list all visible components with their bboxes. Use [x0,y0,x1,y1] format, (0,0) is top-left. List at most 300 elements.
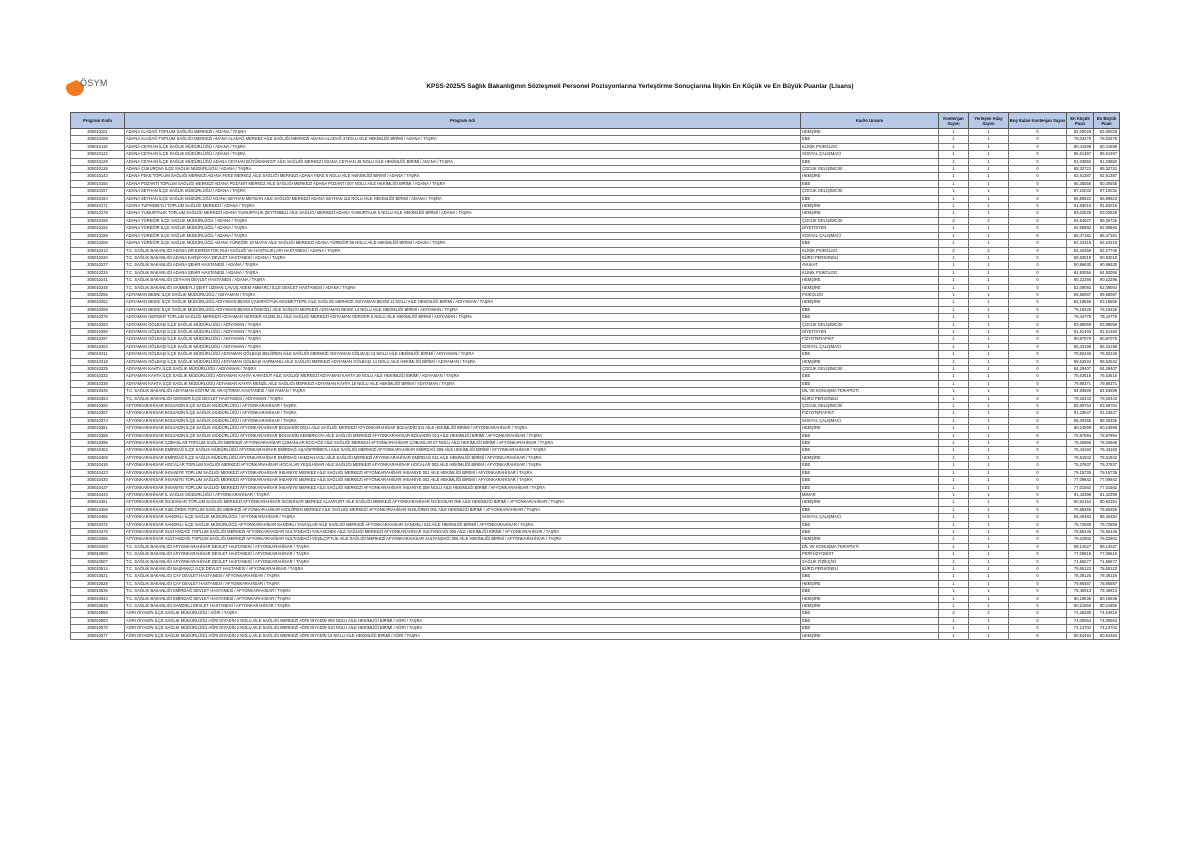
cell-bos-kalan: 0 [1009,447,1067,454]
table-row [71,380,1120,387]
cell-kontenjan: 1 [939,158,969,165]
cell-program-code: 305010437 [71,484,125,491]
cell-yerlesen: 1 [969,343,1009,350]
cell-kontenjan: 1 [939,462,969,469]
cell-program-code: 305010346 [71,388,125,395]
cell-kadro-unvani: FİZYOTERAPİST [801,410,939,417]
cell-program-code: 305010514 [71,565,125,572]
cell-bos-kalan: 0 [1009,166,1067,173]
table-row [71,284,1120,291]
cell-en-buyuk-puan: 82,00028 [1094,129,1120,136]
table-row [71,158,1120,165]
cell-en-kucuk-puan: 80,62154 [1067,499,1094,506]
cell-kontenjan: 1 [939,432,969,439]
cell-yerlesen: 1 [969,262,1009,269]
cell-en-buyuk-puan: 71,56677 [1094,558,1120,565]
cell-kontenjan: 1 [939,395,969,402]
cell-program-code: 305010430 [71,477,125,484]
table-row [71,573,1120,580]
cell-program-name: ADANA SEYHAN İLÇE SAĞLIK MÜDÜRLÜĞÜ ADANA SEYHAN MEYDAN AİLE SAĞLIĞI MERKEZİ ADANA SEYHAN 115 NOLU AİLE HEKİMLİĞİ BİRİMİ / ADANA / TAŞRA [125,195,801,202]
table-row [71,321,1120,328]
cell-en-kucuk-puan: 75,55446 [1067,528,1094,535]
cell-bos-kalan: 0 [1009,632,1067,639]
cell-en-buyuk-puan: 80,35555 [1094,180,1120,187]
cell-kadro-unvani: EBE [801,573,939,580]
cell-kontenjan: 1 [939,617,969,624]
cell-program-name: ADANA ALADAĞ TOPLUM SAĞLIĞI MERKEZİ ADANA ALADAĞ MERKEZ AİLE SAĞLIĞI MERKEZİ ADANA ALADAĞ 3 NOLU AİLE HEKİMLİĞİ BİRİMİ / ADANA / TAŞRA [125,136,801,143]
cell-bos-kalan: 0 [1009,188,1067,195]
cell-kontenjan: 1 [939,291,969,298]
cell-program-name: ADANA TUFANBEYLİ TOPLUM SAĞLIĞI MERKEZİ / ADANA / TAŞRA [125,203,801,210]
cell-yerlesen: 1 [969,491,1009,498]
cell-en-buyuk-puan: 80,54484 [1094,632,1120,639]
table-row [71,166,1120,173]
cell-program-code: 305010269 [71,306,125,313]
cell-kadro-unvani: FİZYOTERAPİST [801,336,939,343]
cell-bos-kalan: 0 [1009,514,1067,521]
cell-kontenjan: 1 [939,477,969,484]
cell-kadro-unvani: ÇOCUK GELİŞİMCİSİ [801,321,939,328]
cell-bos-kalan: 0 [1009,477,1067,484]
cell-program-code: 305010367 [71,410,125,417]
column-header-kontenjan: Kontenjan Sayısı [939,113,969,129]
table-row [71,543,1120,550]
table-row [71,262,1120,269]
cell-yerlesen: 1 [969,469,1009,476]
cell-kadro-unvani: EBE [801,373,939,380]
cell-kontenjan: 1 [939,565,969,572]
table-row [71,366,1120,373]
cell-program-code: 305010528 [71,580,125,587]
cell-program-code: 305010297 [71,336,125,343]
cell-program-name: AFYONKARAHİSAR ÇOBANLAR TOPLUM SAĞLIĞI MERKEZİ AFYONKARAHİSAR ÇOBANLAR KOCAÖZ AİLE SAĞLIĞI MERKEZİ AFYONKARAHİSAR ÇOBANLAR 07 NOLU AİLE HEKİMLİĞİ BİRİMİ / AFYONKARAHİSAR / TAŞRA [125,440,801,447]
cell-en-kucuk-puan: 80,21856 [1067,603,1094,610]
cell-en-kucuk-puan: 71,56677 [1067,558,1094,565]
table-row [71,151,1120,158]
cell-yerlesen: 1 [969,180,1009,187]
cell-kontenjan: 1 [939,417,969,424]
cell-bos-kalan: 0 [1009,306,1067,313]
cell-yerlesen: 1 [969,143,1009,150]
cell-bos-kalan: 0 [1009,299,1067,306]
cell-bos-kalan: 0 [1009,173,1067,180]
cell-yerlesen: 1 [969,506,1009,513]
table-row [71,173,1120,180]
cell-en-kucuk-puan: 89,14027 [1067,543,1094,550]
cell-kontenjan: 1 [939,284,969,291]
cell-program-name: ADANA CEYHAN İLÇE SAĞLIK MÜDÜRLÜĞÜ ADANA CEYHAN BÜYÜKMANGIT AİLE SAĞLIĞI MERKEZİ ADANA CEYHAN 46 NOLU AİLE HEKİMLİĞİ BİRİMİ / ADANA / TAŞRA [125,158,801,165]
table-row [71,358,1120,365]
cell-en-kucuk-puan: 78,95587 [1067,580,1094,587]
cell-kontenjan: 1 [939,240,969,247]
cell-program-code: 305010556 [71,610,125,617]
cell-bos-kalan: 0 [1009,328,1067,335]
table-row [71,610,1120,617]
cell-bos-kalan: 0 [1009,595,1067,602]
osym-logo [66,76,126,98]
cell-program-code: 305010486 [71,536,125,543]
cell-kadro-unvani: EBE [801,158,939,165]
cell-program-name: T.C. SAĞLIK BAKANLIĞI ADANA ŞEHİR HASTANESİ / ADANA / TAŞRA [125,262,801,269]
cell-program-code: 305010311 [71,351,125,358]
cell-yerlesen: 1 [969,299,1009,306]
cell-program-name: ADIYAMAN KAHTA İLÇE SAĞLIK MÜDÜRLÜĞÜ ADIYAMAN KAHTA MENZİL AİLE SAĞLIĞI MERKEZİ ADIYAMAN KAHTA 18 NOLU AİLE HEKİMLİĞİ BİRİMİ / ADIYAMAN / TAŞRA [125,380,801,387]
cell-program-code: 305010500 [71,551,125,558]
cell-kadro-unvani: HEMŞİRE [801,173,939,180]
cell-yerlesen: 2 [969,610,1009,617]
cell-yerlesen: 1 [969,447,1009,454]
cell-en-kucuk-puan: 80,35555 [1067,180,1094,187]
cell-program-name: ADANA YUMURTALIK TOPLUM SAĞLIĞI MERKEZİ ADANA YUMURTALIK ZEYTİNBELİ AİLE SAĞLIĞI MERKEZİ ADANA YUMURTALIK 5 NOLU AİLE HEKİMLİĞİ BİRİMİ / ADANA / TAŞRA [125,210,801,217]
cell-program-name: ADANA SEYHAN İLÇE SAĞLIK MÜDÜRLÜĞÜ / ADANA / TAŞRA [125,188,801,195]
cell-en-kucuk-puan: 77,06816 [1067,551,1094,558]
cell-program-name: T.C. SAĞLIK BAKANLIĞI ADANA DR.EKREM TOK RUH SAĞLIĞI VE HASTALIKLARI HASTANESİ / ADANA / TAŞRA [125,247,801,254]
cell-en-kucuk-puan: 79,20443 [1067,395,1094,402]
cell-bos-kalan: 0 [1009,565,1067,572]
cell-program-code: 305010150 [71,180,125,187]
cell-kadro-unvani: EBE [801,240,939,247]
cell-yerlesen: 1 [969,136,1009,143]
column-header-bos-kalan: Boş Kalan Kontenjan Sayısı [1009,113,1067,129]
table-row [71,203,1120,210]
cell-kadro-unvani: HEMŞİRE [801,358,939,365]
cell-bos-kalan: 0 [1009,432,1067,439]
cell-program-code: 305010451 [71,499,125,506]
cell-bos-kalan: 0 [1009,388,1067,395]
cell-en-buyuk-puan: 84,92056 [1094,269,1120,276]
cell-en-buyuk-puan: 90,96630 [1094,262,1120,269]
cell-yerlesen: 1 [969,410,1009,417]
table-row [71,477,1120,484]
cell-program-code: 305010472 [71,521,125,528]
table-row [71,521,1120,528]
cell-program-code: 305010542 [71,595,125,602]
cell-program-code: 305010388 [71,432,125,439]
cell-kadro-unvani: EBE [801,528,939,535]
cell-yerlesen: 1 [969,588,1009,595]
cell-bos-kalan: 0 [1009,558,1067,565]
cell-en-buyuk-puan: 80,24599 [1094,425,1120,432]
cell-program-name: ADIYAMAN GÖLBAŞI İLÇE SAĞLIK MÜDÜRLÜĞÜ / ADIYAMAN / TAŞRA [125,321,801,328]
cell-program-name: ADANA YÜREĞİR İLÇE SAĞLIK MÜDÜRLÜĞÜ ADANA YÜREĞİR 19 MAYIS AİLE SAĞLIĞI MERKEZİ ADANA YÜREĞİR 55 NOLU AİLE HEKİMLİĞİ BİRİMİ / ADANA / TAŞRA [125,240,801,247]
cell-bos-kalan: 0 [1009,491,1067,498]
cell-yerlesen: 1 [969,417,1009,424]
cell-bos-kalan: 0 [1009,240,1067,247]
cell-program-code: 305010374 [71,417,125,424]
cell-program-name: AFYONKARAHİSAR BOLVADİN İLÇE SAĞLIK MÜDÜRLÜĞÜ / AFYONKARAHİSAR / TAŞRA [125,417,801,424]
cell-en-buyuk-puan: 74,13702 [1094,625,1120,632]
cell-kadro-unvani: SOSYAL ÇALIŞMACI [801,417,939,424]
cell-program-code: 305010353 [71,395,125,402]
cell-bos-kalan: 0 [1009,225,1067,232]
cell-program-code: 305010570 [71,625,125,632]
page-title: KPSS-2025/5 Sağlık Bakanlığının Sözleşmeli Personel Pozisyonlarına Yerleştirme Sonuçlarına İlişkin En Küçük ve En Büyük Puanlar (Lisans) [426,83,854,90]
cell-program-code: 305010563 [71,617,125,624]
cell-kontenjan: 1 [939,447,969,454]
cell-en-buyuk-puan: 75,72569 [1094,521,1120,528]
cell-kadro-unvani: HEMŞİRE [801,203,939,210]
cell-bos-kalan: 0 [1009,380,1067,387]
cell-kontenjan: 1 [939,484,969,491]
cell-kontenjan: 1 [939,491,969,498]
table-row [71,388,1120,395]
cell-program-code: 305010178 [71,210,125,217]
cell-program-name: ADIYAMAN GERGER TOPLUM SAĞLIĞI MERKEZİ ADIYAMAN GERGER GÜZELSU AİLE SAĞLIĞI MERKEZİ ADIYAMAN GERGER 6 NOLU AİLE HEKİMLİĞİ BİRİMİ / ADIYAMAN / TAŞRA [125,314,801,321]
cell-program-name: T.C. SAĞLIK BAKANLIĞI ÇAY DEVLET HASTANESİ / AFYONKARAHİSAR / TAŞRA [125,580,801,587]
cell-en-buyuk-puan: 83,02529 [1094,210,1120,217]
cell-en-buyuk-puan: 82,61387 [1094,173,1120,180]
cell-bos-kalan: 0 [1009,284,1067,291]
cell-en-buyuk-puan: 77,09842 [1094,477,1120,484]
table-row [71,536,1120,543]
cell-kadro-unvani: ÇOCUK GELİŞİMCİSİ [801,366,939,373]
cell-bos-kalan: 0 [1009,543,1067,550]
cell-program-name: ADANA CEYHAN İLÇE SAĞLIK MÜDÜRLÜĞÜ / ADANA / TAŞRA [125,151,801,158]
cell-kontenjan: 1 [939,210,969,217]
cell-yerlesen: 1 [969,366,1009,373]
cell-bos-kalan: 0 [1009,373,1067,380]
cell-kadro-unvani: HEMŞİRE [801,603,939,610]
cell-bos-kalan: 0 [1009,136,1067,143]
cell-kontenjan: 1 [939,543,969,550]
cell-en-kucuk-puan: 78,61942 [1067,454,1094,461]
cell-en-kucuk-puan: 87,10032 [1067,188,1094,195]
cell-en-buyuk-puan: 75,37837 [1094,462,1120,469]
cell-kontenjan: 1 [939,425,969,432]
cell-program-code: 305010101 [71,129,125,136]
cell-kadro-unvani: ÇOCUK GELİŞİMCİSİ [801,403,939,410]
table-row [71,617,1120,624]
cell-kadro-unvani: EBE [801,314,939,321]
cell-en-buyuk-puan: 82,27749 [1094,247,1120,254]
cell-yerlesen: 1 [969,284,1009,291]
cell-yerlesen: 1 [969,291,1009,298]
cell-en-kucuk-puan: 82,61387 [1067,173,1094,180]
cell-en-kucuk-puan: 91,23547 [1067,410,1094,417]
cell-program-code: 305010402 [71,447,125,454]
cell-bos-kalan: 0 [1009,277,1067,284]
cell-program-code: 305010164 [71,195,125,202]
cell-yerlesen: 1 [969,528,1009,535]
cell-en-kucuk-puan: 76,53516 [1067,373,1094,380]
cell-program-code: 305010423 [71,469,125,476]
cell-kontenjan: 1 [939,358,969,365]
cell-bos-kalan: 0 [1009,588,1067,595]
cell-en-buyuk-puan: 85,06726 [1094,217,1120,224]
cell-bos-kalan: 0 [1009,610,1067,617]
cell-yerlesen: 1 [969,380,1009,387]
cell-program-name: T.C. SAĞLIK BAKANLIĞI EMİRDAĞ DEVLET HASTANESİ / AFYONKARAHİSAR / TAŞRA [125,588,801,595]
cell-kontenjan: 1 [939,151,969,158]
cell-bos-kalan: 0 [1009,484,1067,491]
cell-program-name: ADANA ÇUKUROVA İLÇE SAĞLIK MÜDÜRLÜĞÜ / ADANA / TAŞRA [125,166,801,173]
cell-yerlesen: 1 [969,632,1009,639]
cell-kontenjan: 2 [939,247,969,254]
cell-en-buyuk-puan: 75,97994 [1094,432,1120,439]
cell-en-buyuk-puan: 76,19425 [1094,306,1120,313]
cell-en-kucuk-puan: 89,58087 [1067,291,1094,298]
cell-kadro-unvani: EBE [801,180,939,187]
cell-en-kucuk-puan: 90,96630 [1067,262,1094,269]
cell-kontenjan: 1 [939,254,969,261]
cell-program-code: 305010108 [71,136,125,143]
cell-en-buyuk-puan: 90,22296 [1094,277,1120,284]
cell-program-name: T.C. SAĞLIK BAKANLIĞI ADIYAMAN EĞİTİM VE ARAŞTIRMA HASTANESİ / ADIYAMAN / TAŞRA [125,388,801,395]
cell-program-code: 305010122 [71,151,125,158]
cell-yerlesen: 1 [969,499,1009,506]
cell-kadro-unvani: HEMŞİRE [801,425,939,432]
cell-yerlesen: 1 [969,432,1009,439]
cell-yerlesen: 1 [969,158,1009,165]
cell-yerlesen: 1 [969,129,1009,136]
cell-kontenjan: 1 [939,499,969,506]
cell-yerlesen: 1 [969,484,1009,491]
cell-kontenjan: 1 [939,440,969,447]
cell-en-kucuk-puan: 75,43160 [1067,447,1094,454]
table-row [71,129,1120,136]
cell-yerlesen: 1 [969,151,1009,158]
table-row [71,551,1120,558]
cell-kadro-unvani: ÇOCUK GELİŞİMCİSİ [801,217,939,224]
cell-program-name: ADIYAMAN BESNİ İLÇE SAĞLIK MÜDÜRLÜĞÜ / ADIYAMAN / TAŞRA [125,291,801,298]
cell-en-buyuk-puan: 84,93589 [1094,388,1120,395]
cell-bos-kalan: 0 [1009,158,1067,165]
cell-yerlesen: 1 [969,558,1009,565]
table-row [71,328,1120,335]
cell-kadro-unvani: EBE [801,506,939,513]
cell-en-kucuk-puan: 85,61397 [1067,151,1094,158]
cell-kadro-unvani: ÇOCUK GELİŞİMCİSİ [801,188,939,195]
table-row [71,632,1120,639]
cell-bos-kalan: 0 [1009,403,1067,410]
table-row [71,588,1120,595]
cell-en-kucuk-puan: 82,00028 [1067,129,1094,136]
cell-en-buyuk-puan: 79,22902 [1094,536,1120,543]
cell-yerlesen: 1 [969,314,1009,321]
table-row [71,254,1120,261]
cell-program-name: ADIYAMAN GÖLBAŞI İLÇE SAĞLIK MÜDÜRLÜĞÜ / ADIYAMAN / TAŞRA [125,336,801,343]
cell-program-code: 305010444 [71,491,125,498]
cell-bos-kalan: 0 [1009,625,1067,632]
cell-bos-kalan: 0 [1009,343,1067,350]
cell-yerlesen: 1 [969,336,1009,343]
cell-en-buyuk-puan: 91,42399 [1094,491,1120,498]
cell-kadro-unvani: DİYETİSYEN [801,225,939,232]
cell-program-code: 305010318 [71,358,125,365]
cell-kontenjan: 2 [939,610,969,617]
cell-en-buyuk-puan: 78,95587 [1094,580,1120,587]
cell-en-buyuk-puan: 90,87079 [1094,336,1120,343]
cell-program-name: AFYONKARAHİSAR İHSANİYE TOPLUM SAĞLIĞI MERKEZİ AFYONKARAHİSAR İHSANİYE MERKEZ AİLE SAĞLIĞI MERKEZİ AFYONKARAHİSAR İHSANİYE 002 AİLE HEKİMLİĞİ BİRİMİ / AFYONKARAHİSAR / TAŞRA [125,477,801,484]
cell-en-kucuk-puan: 85,89922 [1067,195,1094,202]
table-row [71,395,1120,402]
cell-en-buyuk-puan: 80,41599 [1094,143,1120,150]
table-row [71,269,1120,276]
cell-kontenjan: 1 [939,225,969,232]
cell-en-kucuk-puan: 78,65123 [1067,565,1094,572]
cell-program-name: ADIYAMAN BESNİ İLÇE SAĞLIK MÜDÜRLÜĞÜ ADIYAMAN BESNİ KÖSECELİ AİLE SAĞLIĞI MERKEZİ ADIYAMAN BESNİ 14 NOLU AİLE HEKİMLİĞİ BİRİMİ / ADIYAMAN / TAŞRA [125,306,801,313]
cell-kontenjan: 1 [939,277,969,284]
cell-yerlesen: 1 [969,603,1009,610]
cell-kontenjan: 1 [939,469,969,476]
cell-en-kucuk-puan: 83,18565 [1067,299,1094,306]
cell-bos-kalan: 0 [1009,129,1067,136]
cell-program-code: 305010276 [71,314,125,321]
cell-program-code: 305010577 [71,632,125,639]
cell-program-code: 305010157 [71,188,125,195]
cell-kontenjan: 1 [939,136,969,143]
cell-kontenjan: 1 [939,595,969,602]
cell-en-buyuk-puan: 87,10032 [1094,188,1120,195]
cell-bos-kalan: 0 [1009,143,1067,150]
cell-kadro-unvani: MİMAR [801,491,939,498]
cell-bos-kalan: 0 [1009,580,1067,587]
table-row [71,499,1120,506]
cell-kontenjan: 1 [939,299,969,306]
cell-en-kucuk-puan: 75,37837 [1067,462,1094,469]
cell-kontenjan: 1 [939,180,969,187]
cell-bos-kalan: 0 [1009,232,1067,239]
cell-en-buyuk-puan: 79,16735 [1094,469,1120,476]
cell-en-buyuk-puan: 80,62154 [1094,499,1120,506]
cell-kadro-unvani: DİL VE KONUŞMA TERAPİSTİ [801,543,939,550]
cell-program-name: AFYONKARAHİSAR İSCEHİSAR TOPLUM SAĞLIĞI MERKEZİ AFYONKARAHİSAR İSCEHİSAR MERKEZ ALANYURT AİLE SAĞLIĞI MERKEZİ AFYONKARAHİSAR İSCEHİSAR 006 AİLE HEKİMLİĞİ BİRİMİ / AFYONKARAHİSAR / TAŞRA [125,499,801,506]
column-header-en-kucuk-puan: En Küçük Puan [1067,113,1094,129]
cell-en-buyuk-puan: 82,23318 [1094,240,1120,247]
cell-program-code: 305010521 [71,573,125,580]
cell-bos-kalan: 0 [1009,454,1067,461]
cell-yerlesen: 1 [969,210,1009,217]
cell-en-kucuk-puan: 86,47181 [1067,232,1094,239]
cell-kontenjan: 1 [939,506,969,513]
cell-en-kucuk-puan: 84,29407 [1067,366,1094,373]
cell-yerlesen: 1 [969,188,1009,195]
cell-kontenjan: 1 [939,625,969,632]
cell-kadro-unvani: EBE [801,588,939,595]
cell-bos-kalan: 0 [1009,417,1067,424]
cell-program-name: AFYONKARAHİSAR SANDIKLI İLÇE SAĞLIK MÜDÜRLÜĞÜ AFYONKARAHİSAR SANDIKLI YAVAŞLAR AİLE SAĞLIĞI MERKEZİ AFYONKARAHİSAR SANDIKLI 015 AİLE HEKİMLİĞİ BİRİMİ / AFYONKARAHİSAR / TAŞRA [125,521,801,528]
cell-kontenjan: 1 [939,410,969,417]
cell-en-kucuk-puan: 85,30455 [1067,417,1094,424]
cell-en-kucuk-puan: 74,13702 [1067,625,1094,632]
cell-program-name: AFYONKARAHİSAR BOLVADİN İLÇE SAĞLIK MÜDÜRLÜĞÜ / AFYONKARAHİSAR / TAŞRA [125,403,801,410]
cell-bos-kalan: 0 [1009,321,1067,328]
cell-en-buyuk-puan: 88,32722 [1094,166,1120,173]
cell-program-code: 305010192 [71,225,125,232]
table-row [71,462,1120,469]
cell-en-buyuk-puan: 91,23547 [1094,410,1120,417]
cell-kontenjan: 1 [939,403,969,410]
cell-program-name: ADIYAMAN GÖLBAŞI İLÇE SAĞLIK MÜDÜRLÜĞÜ / ADIYAMAN / TAŞRA [125,328,801,335]
cell-program-name: ADIYAMAN KAHTA İLÇE SAĞLIK MÜDÜRLÜĞÜ ADIYAMAN KAHTA KARADUT AİLE SAĞLIĞI MERKEZİ ADIYAMAN KAHTA 29 NOLU AİLE HEKİMLİĞİ BİRİMİ / ADIYAMAN / TAŞRA [125,373,801,380]
cell-program-name: T.C. SAĞLIK BAKANLIĞI SAİMBEYLİ ŞEHİT UZMAN ÇAVUŞ ADEM AMBARCI İLÇE DEVLET HASTANESİ / ADANA / TAŞRA [125,284,801,291]
cell-en-kucuk-puan: 75,65355 [1067,506,1094,513]
cell-kadro-unvani: DİYETİSYEN [801,328,939,335]
cell-kadro-unvani: EBE [801,610,939,617]
cell-kadro-unvani: SOSYAL ÇALIŞMACI [801,151,939,158]
cell-program-name: AFYONKARAHİSAR SANDIKLI İLÇE SAĞLIK MÜDÜRLÜĞÜ / AFYONKARAHİSAR / TAŞRA [125,514,801,521]
cell-bos-kalan: 0 [1009,425,1067,432]
cell-en-buyuk-puan: 92,58882 [1094,225,1120,232]
cell-kontenjan: 1 [939,343,969,350]
cell-program-name: AFYONKARAHİSAR BOLVADİN İLÇE SAĞLIK MÜDÜRLÜĞÜ / AFYONKARAHİSAR / TAŞRA [125,410,801,417]
cell-program-name: ADIYAMAN GÖLBAŞI İLÇE SAĞLIK MÜDÜRLÜĞÜ ADIYAMAN GÖLBAŞI BELÖREN AİLE SAĞLIĞI MERKEZİ ADIYAMAN GÖLBAŞI 13 NOLU AİLE HEKİMLİĞİ BİRİMİ / ADIYAMAN / TAŞRA [125,351,801,358]
cell-bos-kalan: 0 [1009,217,1067,224]
cell-en-kucuk-puan: 88,32722 [1067,166,1094,173]
cell-program-code: 305010535 [71,588,125,595]
cell-yerlesen: 1 [969,306,1009,313]
cell-program-name: T.C. SAĞLIK BAKANLIĞI EMİRDAĞ DEVLET HASTANESİ / AFYONKARAHİSAR / TAŞRA [125,595,801,602]
